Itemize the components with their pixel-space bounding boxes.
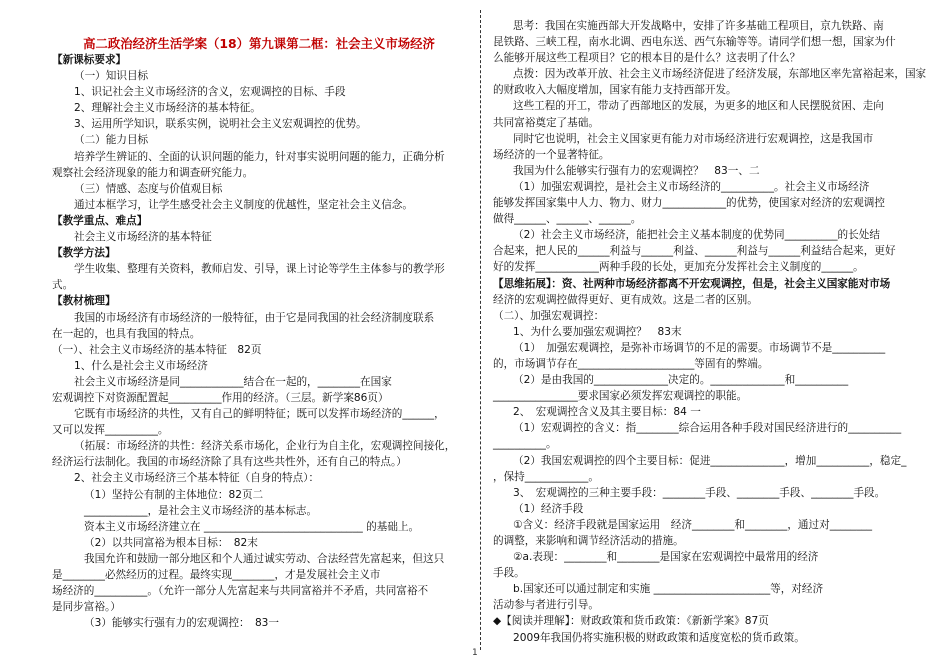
left-line-28: ____________，是社会主义市场经济的基本标志。 [84, 504, 318, 517]
right-line-32: 的调整，来影响和调节经济活动的措施。 [493, 535, 684, 547]
page-title: 高二政治经济生活学案（18）第九课第二框：社会主义市场经济 [83, 36, 435, 51]
page-number: 1 [472, 648, 478, 658]
left-line-0: 【新课标要求】 [52, 54, 127, 66]
left-line-7: 观察社会经济现象的能力和调查研究能力。 [52, 166, 254, 179]
left-line-5: （二）能力目标 [74, 134, 149, 147]
right-line-24: 2、 宏观调控含义及其主要目标：84 一 [513, 406, 701, 419]
left-line-12: 【教学方法】 [52, 247, 116, 260]
right-line-31: ①含义：经济手段就是国家运用 经济________和________，通过对________ [513, 518, 873, 531]
left-line-18: （一）、社会主义市场经济的基本特征 82页 [52, 343, 262, 356]
right-line-21: 的，市场调节存在______________________等固有的弊端。 [493, 357, 769, 370]
left-line-21: 宏观调控下对资源配置起__________作用的经济。（三层。新学案86页） [52, 391, 389, 404]
left-line-33: 场经济的__________。（允许一部分人先富起来与共同富裕并不矛盾，共同富裕不 [52, 585, 429, 598]
left-line-2: 1、识记社会主义市场经济的含义，宏观调控的目标、手段 [74, 86, 346, 99]
right-line-11: 能够发挥国家集中人力、物力、财力____________的优势，使国家对经济的宏观调控 [493, 197, 885, 210]
right-line-23: ________________要求国家必须发挥宏观调控的职能。 [493, 390, 748, 403]
right-line-34: 手段。 [493, 567, 525, 580]
right-line-26: __________。 [493, 438, 557, 451]
left-column [52, 0, 466, 631]
right-line-33: ②a.表现：________和________是国家在宏观调控中最常用的经济 [513, 551, 819, 564]
left-line-26: 2、社会主义市场经济三个基本特征（自身的特点）： [74, 472, 320, 485]
right-column [493, 0, 927, 646]
right-line-15: 好的发挥____________两种手段的长处，更加充分发挥社会主义制度的______。 [493, 261, 864, 274]
left-line-20: 社会主义市场经济是同____________结合在一起的，________在国家 [74, 375, 392, 388]
left-line-23: 又可以发挥__________。 [52, 424, 169, 437]
right-line-29: 3、 宏观调控的三种主要手段：________手段、________手段、________手段。 [513, 486, 886, 499]
left-line-6: 培养学生辨证的、全面的认识问题的能力，针对事实说明问题的能力，正确分析 [74, 150, 445, 163]
left-line-30: （2）以共同富裕为根本目标： 82末 [84, 536, 258, 549]
left-line-32: 是________必然经历的过程。最终实现________，才是发展社会主义市 [52, 569, 381, 581]
right-line-25: （1）宏观调控的含义：指________综合运用各种手段对国民经济进行的__________ [513, 422, 902, 435]
left-line-13: 学生收集、整理有关资料，教师启发、引导，课上讨论等学生主体参与的教学形 [74, 263, 445, 276]
left-line-22: 它既有市场经济的共性，又有自己的鲜明特征；既可以发挥市场经济的______， [74, 408, 445, 421]
left-line-14: 式。 [52, 279, 74, 292]
column-divider [480, 10, 481, 650]
left-line-31: 我国允许和鼓励一部分地区和个人通过诚实劳动、合法经营先富起来，但这只 [84, 552, 445, 565]
left-line-29: 资本主义市场经济建立在 ______________________________ 的基础上。 [84, 520, 420, 533]
right-line-17: 经济的宏观调控做得更好、更有成效。这是二者的区别。 [493, 293, 758, 306]
left-line-27: （1）坚持公有制的主体地位：82页二 [84, 488, 264, 501]
left-line-8: （三）情感、态度与价值观目标 [74, 182, 223, 195]
left-line-4: 3、运用所学知识，联系实例，说明社会主义宏观调控的优势。 [74, 118, 367, 131]
right-line-16: 【思维拓展】：资、社两种市场经济都离不开宏观调控，但是，社会主义国家能对市场 [493, 277, 891, 290]
left-line-15: 【教材梳理】 [52, 295, 116, 308]
right-line-10: （1）加强宏观调控，是社会主义市场经济的__________。社会主义市场经济 [513, 180, 870, 193]
right-line-28: ，保持____________。 [493, 470, 599, 483]
right-line-38: 2009年我国仍将实施积极的财政政策和适度宽松的货币政策。 [513, 631, 805, 644]
right-line-36: 活动参与者进行引导。 [493, 599, 599, 612]
right-line-19: 1、为什么要加强宏观调控？ 83末 [513, 325, 682, 338]
right-line-27: （2）我国宏观调控的四个主要目标：促进______________，增加__________，稳定_ [513, 454, 907, 467]
left-line-24: （拓展：市场经济的共性：经济关系市场化，企业行为自主化，宏观调控间接化， [74, 440, 456, 453]
right-line-14: 合起来，把人民的______利益与______利益、______利益与______利益结合起来，更好 [493, 245, 896, 258]
left-line-25: 经济运行法制化。我国的市场经济除了具有这些共性外，还有自己的特点。） [52, 456, 407, 469]
left-line-19: 1、什么是社会主义市场经济 [74, 359, 208, 372]
right-line-30: （1）经济手段 [513, 502, 584, 515]
right-line-8: 场经济的一个显著特征。 [493, 148, 610, 161]
right-line-0: 思考：我国在实施西部大开发战略中，安排了许多基础工程项目，京九铁路、南 [513, 20, 884, 32]
right-line-1: 昆铁路、三峡工程，南水北调、西电东送、西气东输等等。请同学们想一想，国家为什 [493, 36, 896, 49]
right-line-6: 共同富裕奠定了基础。 [493, 116, 599, 129]
right-line-18: （二）、加强宏观调控： [493, 309, 605, 322]
left-line-10: 【教学重点、难点】 [52, 214, 148, 227]
right-line-4: 的财政收入大幅度增加，国家有能力支持西部开发。 [493, 84, 737, 97]
left-line-3: 2、理解社会主义市场经济的基本特征。 [74, 102, 261, 115]
left-line-17: 在一起的，也具有我国的特点。 [52, 327, 201, 340]
right-line-9: 我国为什么能够实行强有力的宏观调控？ 83一、二 [513, 164, 760, 177]
left-line-9: 通过本框学习，让学生感受社会主义制度的优越性，坚定社会主义信念。 [74, 198, 413, 211]
right-line-12: 做得______、______、______。 [493, 213, 642, 226]
right-line-22: （2）是由我国的______________决定的。______________和__________ [513, 374, 849, 387]
right-line-35: b.国家还可以通过制定和实施 ______________________等，对经济 [513, 583, 824, 596]
right-line-2: 么能够开展这些工程项目？它的根本目的是什么？这表明了什么？ [493, 52, 801, 65]
left-line-16: 我国的市场经济有市场经济的一般特征，由于它是同我国的社会经济制度联系 [74, 311, 435, 324]
right-line-37: ◆【阅读并理解】：财政政策和货币政策：《新新学案》87页 [493, 615, 769, 628]
right-line-3: 点拨：因为改革开放、社会主义市场经济促进了经济发展，东部地区率先富裕起来，国家 [513, 68, 927, 81]
right-line-5: 这些工程的开工，带动了西部地区的发展，为更多的地区和人民摆脱贫困、走向 [513, 100, 884, 113]
right-line-7: 同时它也说明，社会主义国家更有能力对市场经济进行宏观调控，这是我国市 [513, 132, 874, 145]
left-line-35: （3）能够实行强有力的宏观调控： 83一 [84, 617, 280, 630]
left-line-34: 是同步富裕。） [52, 601, 121, 614]
left-line-1: （一）知识目标 [74, 70, 149, 83]
left-line-11: 社会主义市场经济的基本特征 [74, 231, 212, 244]
right-line-13: （2）社会主义市场经济，能把社会主义基本制度的优势同__________的长处结 [513, 229, 880, 242]
right-line-20: （1） 加强宏观调控，是弥补市场调节的不足的需要。市场调节不是__________ [513, 341, 886, 354]
